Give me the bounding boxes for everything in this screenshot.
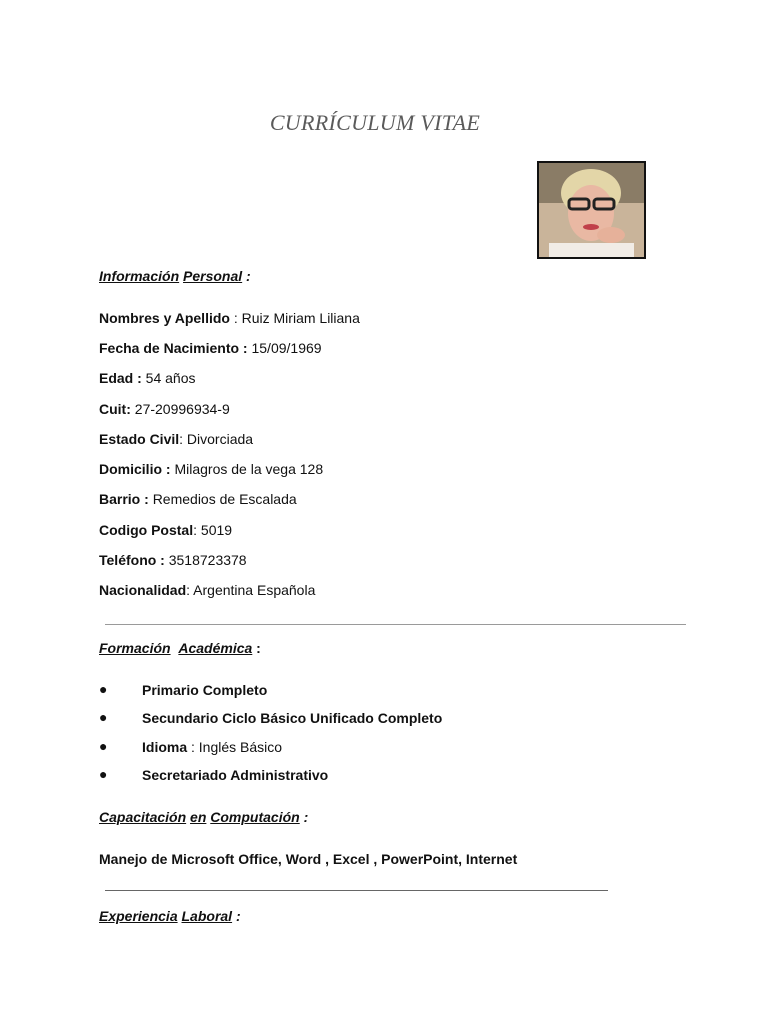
field-label: Nacionalidad xyxy=(99,582,187,598)
field-value: Argentina Española xyxy=(193,582,316,598)
personal-info-heading: Información Personal : xyxy=(99,268,251,284)
personal-field-row xyxy=(99,340,322,356)
experience-heading: Experiencia Laboral : xyxy=(99,908,241,924)
personal-field-row xyxy=(99,552,247,568)
item-title: Secretariado Administrativo xyxy=(142,767,329,783)
bullet-icon: ● xyxy=(99,681,108,697)
field-label: Codigo Postal xyxy=(99,522,194,538)
field-value: Remedios de Escalada xyxy=(152,491,297,507)
field-separator: : xyxy=(193,522,201,538)
field-label: Estado Civil xyxy=(99,431,180,447)
bullet-icon: ● xyxy=(99,709,108,725)
profile-photo xyxy=(537,161,646,259)
field-label: Teléfono : xyxy=(99,552,165,568)
field-label: Domicilio : xyxy=(99,461,171,477)
personal-field-row xyxy=(99,370,196,386)
personal-field-row xyxy=(99,401,230,417)
bullet-icon: ● xyxy=(99,766,108,782)
item-title: Idioma xyxy=(142,739,188,755)
field-label: Cuit: xyxy=(99,401,131,417)
field-separator: : xyxy=(179,431,187,447)
field-value: 5019 xyxy=(200,522,233,538)
personal-field-row xyxy=(99,582,315,598)
personal-field-row xyxy=(99,522,232,538)
field-value: 54 años xyxy=(145,370,196,386)
personal-field-row xyxy=(99,491,297,507)
academic-heading: Formación Académica : xyxy=(99,640,261,656)
field-label: Fecha de Nacimiento : xyxy=(99,340,248,356)
personal-field-row xyxy=(99,461,323,477)
item-title: Primario Completo xyxy=(142,682,268,698)
field-value: Milagros de la vega 128 xyxy=(174,461,324,477)
divider xyxy=(105,624,686,625)
personal-field-row xyxy=(99,310,360,326)
field-label: Edad : xyxy=(99,370,142,386)
field-label: Barrio : xyxy=(99,491,149,507)
portrait-photo-icon xyxy=(539,163,644,257)
document-title: CURRÍCULUM VITAE xyxy=(269,110,481,135)
field-separator: : xyxy=(186,582,194,598)
personal-field-row xyxy=(99,431,253,447)
field-separator: : xyxy=(229,310,242,326)
field-value: 15/09/1969 xyxy=(251,340,322,356)
item-detail: : Inglés Básico xyxy=(187,739,283,755)
field-value: 27-20996934-9 xyxy=(134,401,230,417)
field-value: 3518723378 xyxy=(168,552,247,568)
computing-heading: Capacitación en Computación : xyxy=(99,809,309,825)
bullet-icon: ● xyxy=(99,738,108,754)
divider xyxy=(105,890,608,891)
field-value: Divorciada xyxy=(186,431,254,447)
field-value: Ruiz Miriam Liliana xyxy=(241,310,360,326)
computing-skills: Manejo de Microsoft Office, Word , Excel , PowerPoint, Internet xyxy=(99,851,518,867)
item-title: Secundario Ciclo Básico Unificado Completo xyxy=(142,710,443,726)
field-label: Nombres y Apellido xyxy=(99,310,230,326)
